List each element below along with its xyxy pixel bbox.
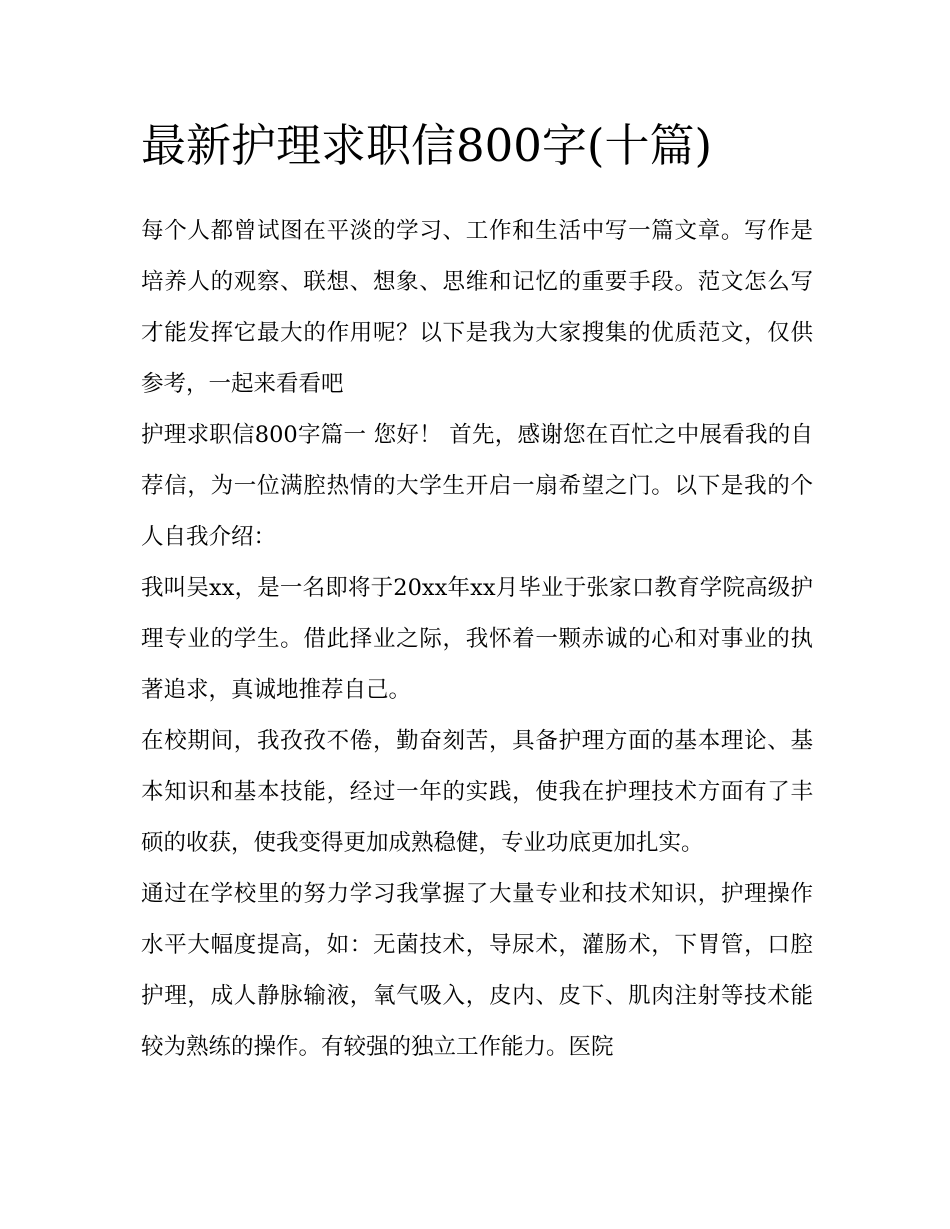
paragraph-school: 在校期间，我孜孜不倦，勤奋刻苦，具备护理方面的基本理论、基本知识和基本技能，经过一年的实践，使我在护理技术方面有了丰硕的收获，使我变得更加成熟稳健，专业功底更加扎实。 — [141, 728, 813, 856]
paragraph-greeting: 护理求职信800字篇一 您好！ 首先，感谢您在百忙之中展看我的自荐信，为一位满腔热情的大学生开启一扇希望之门。以下是我的个人自我介绍： — [141, 422, 813, 550]
paragraph-intro: 每个人都曾试图在平淡的学习、工作和生活中写一篇文章。写作是培养人的观察、联想、想象、思维和记忆的重要手段。范文怎么写才能发挥它最大的作用呢？以下是我为大家搜集的优质范文，仅供参考，一起来看看吧 — [141, 218, 813, 397]
paragraph-self-intro: 我叫吴xx，是一名即将于20xx年xx月毕业于张家口教育学院高级护理专业的学生。借此择业之际，我怀着一颗赤诚的心和对事业的执著追求，真诚地推荐自己。 — [141, 575, 813, 703]
paragraph-skills: 通过在学校里的努力学习我掌握了大量专业和技术知识，护理操作水平大幅度提高，如：无菌技术，导尿术，灌肠术，下胃管，口腔护理，成人静脉输液，氧气吸入，皮内、皮下、肌肉注射等技术能较为熟练的操作。有较强的独立工作能力。医院 — [141, 881, 813, 1060]
document-title: 最新护理求职信800字(十篇) — [141, 119, 713, 172]
document-page — [141, 112, 813, 1073]
